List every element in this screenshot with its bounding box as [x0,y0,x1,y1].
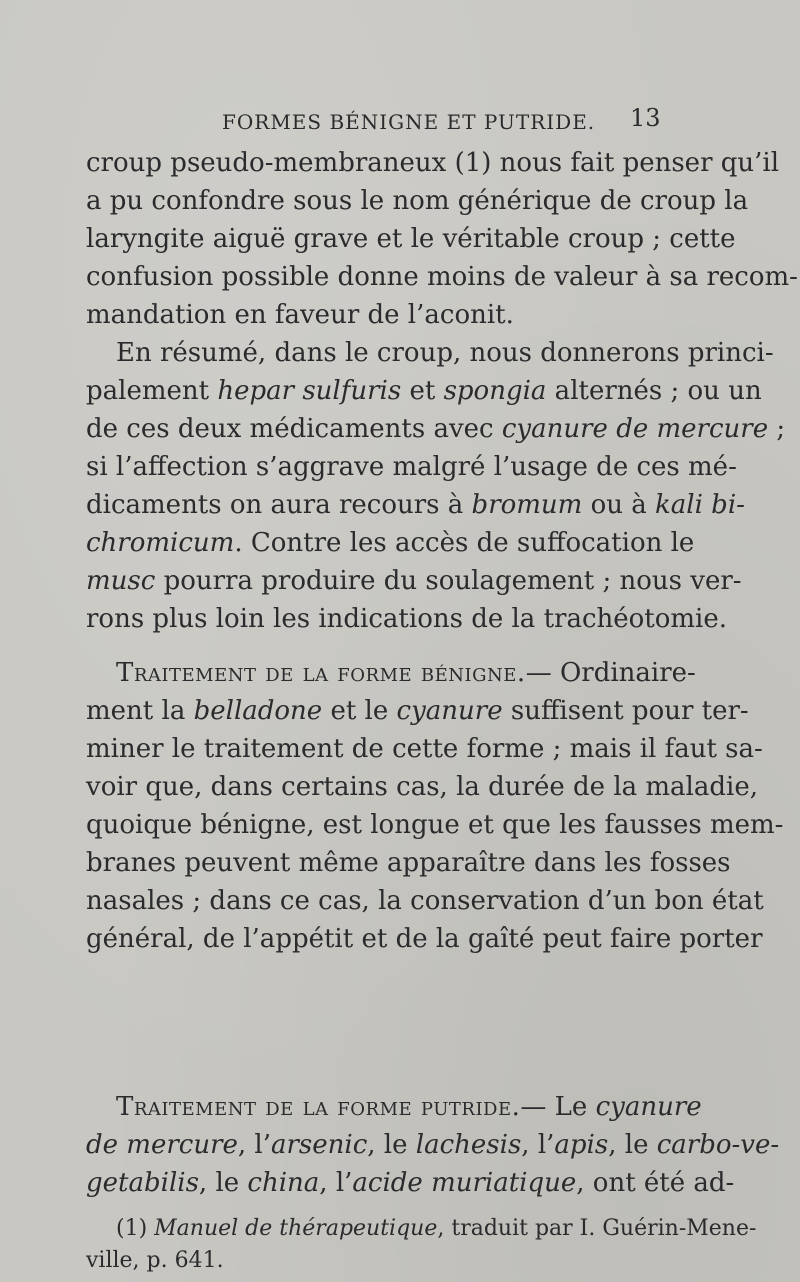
text-line: voir que, dans certains cas, la durée de la maladie, [86,772,758,802]
text-line: laryngite aiguë grave et le véritable croup ; cette [86,224,736,254]
section-heading-line: Traitement de la forme bénigne.— Ordinaire- [116,658,696,688]
text-line: nasales ; dans ce cas, la conservation d’un bon état [86,886,764,916]
text-line: miner le traitement de cette forme ; mais il faut sa- [86,734,763,764]
text-line: branes peuvent même apparaître dans les fosses [86,848,731,878]
running-head: FORMES BÉNIGNE ET PUTRIDE. [222,110,596,134]
section-heading-line: Traitement de la forme putride.— Le cyanure [116,1092,702,1122]
text-line: a pu confondre sous le nom générique de croup la [86,186,749,216]
text-line: palement hepar sulfuris et spongia alternés ; ou un [86,376,762,406]
text-line: de ces deux médicaments avec cyanure de mercure ; [86,414,786,444]
text-line: croup pseudo-membraneux (1) nous fait penser qu’il [86,148,780,178]
text-line: quoique bénigne, est longue et que les fausses mem- [86,810,784,840]
text-line: chromicum. Contre les accès de suffocation le [86,528,695,558]
text-line: En résumé, dans le croup, nous donnerons princi- [116,338,774,368]
page-number: 13 [630,104,661,132]
text-line: dicaments on aura recours à bromum ou à kali bi- [86,490,745,520]
text-line: musc pourra produire du soulagement ; nous ver- [86,566,742,596]
text-line: de mercure, l’arsenic, le lachesis, l’apis, le carbo-ve- [86,1130,780,1160]
footnote: ville, p. 641. [86,1248,224,1273]
text-line: getabilis, le china, l’acide muriatique, ont été ad- [86,1168,735,1198]
text-line: si l’affection s’aggrave malgré l’usage de ces mé- [86,452,737,482]
text-line: ment la belladone et le cyanure suffisent pour ter- [86,696,749,726]
text-line: mandation en faveur de l’aconit. [86,300,514,330]
text-line: confusion possible donne moins de valeur à sa recom- [86,262,798,292]
text-line: rons plus loin les indications de la trachéotomie. [86,604,728,634]
footnote: (1) Manuel de thérapeutique, traduit par I. Guérin-Mene- [116,1216,757,1241]
text-line: général, de l’appétit et de la gaîté peut faire porter [86,924,763,954]
